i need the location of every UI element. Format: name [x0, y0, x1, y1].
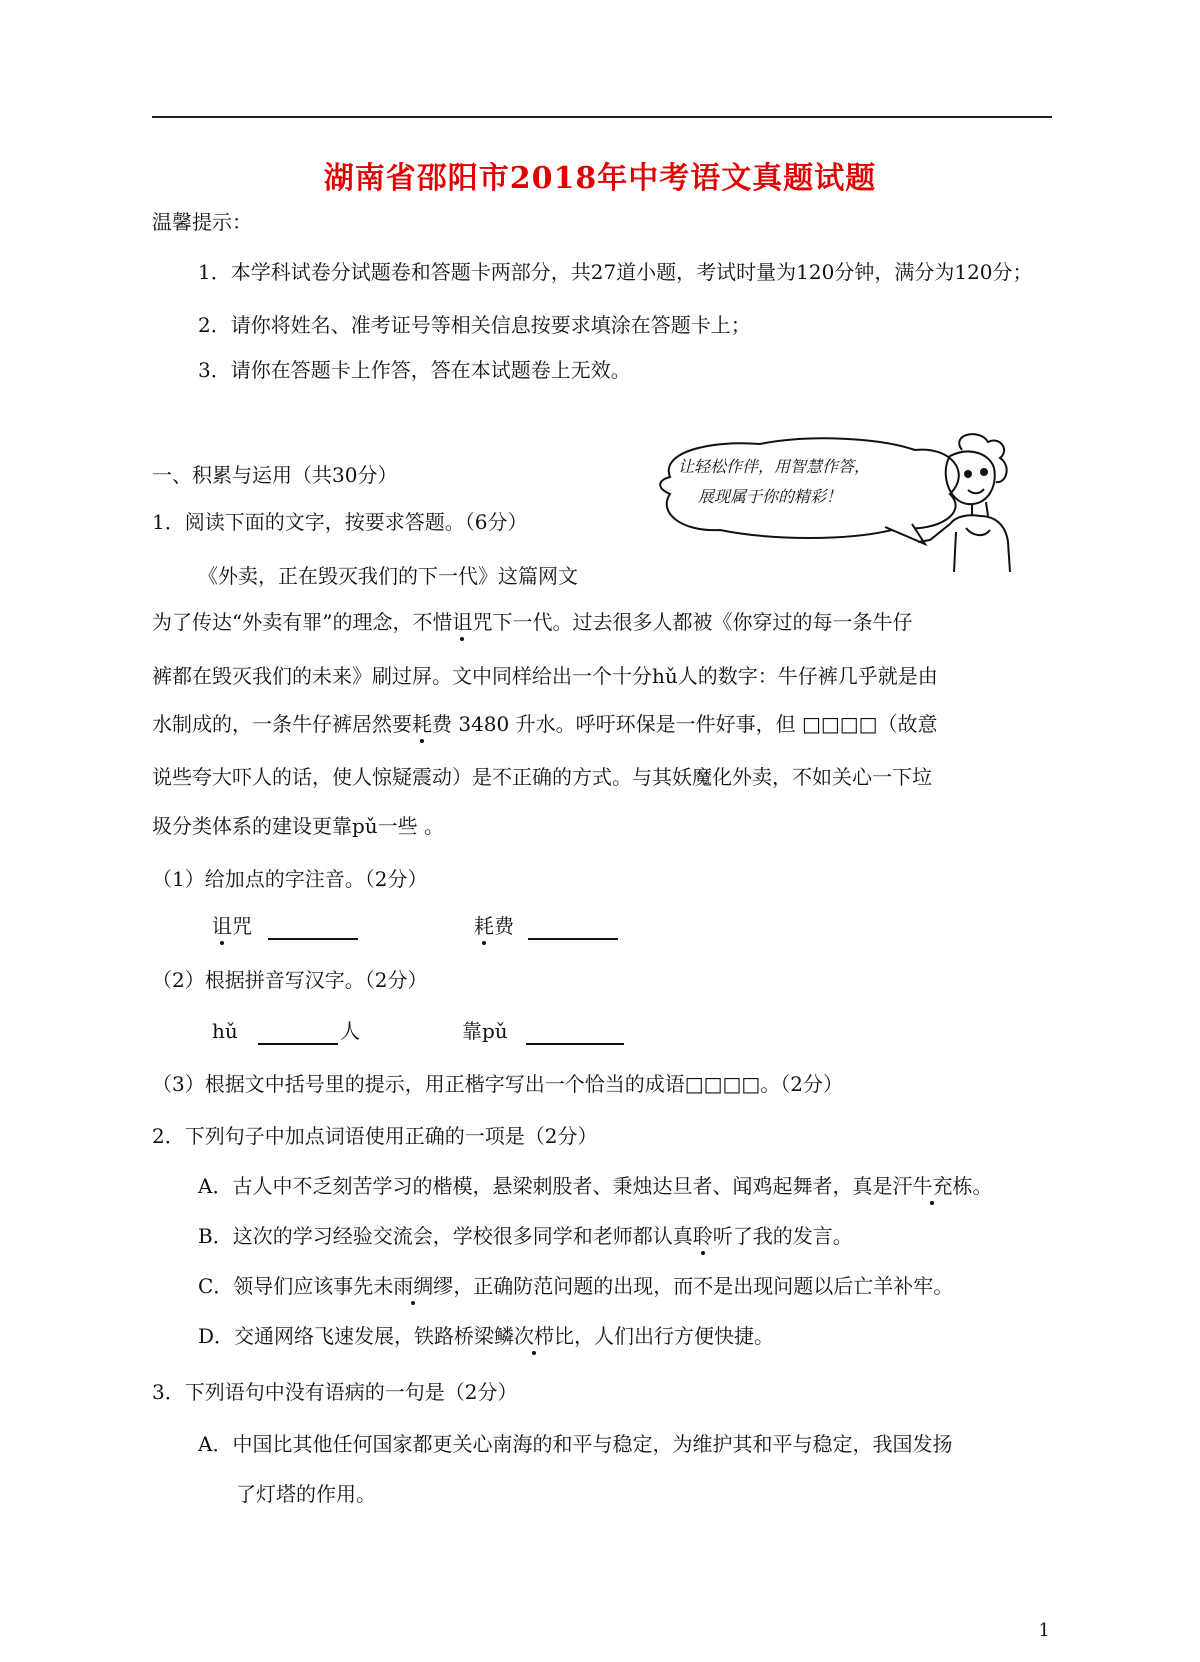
- answer-blank[interactable]: [258, 1021, 338, 1045]
- question-1-stem: 1．阅读下面的文字，按要求答题。（6分）: [152, 510, 528, 534]
- page-title: 湖南省邵阳市2018年中考语文真题试题: [323, 161, 877, 196]
- q2-option-a: A．古人中不乏刻苦学习的楷模，悬梁刺股者、秉烛达旦者、闻鸡起舞者，真是汗牛充栋。: [198, 1174, 993, 1198]
- q3-option-a-line-2: 了灯塔的作用。: [236, 1482, 376, 1506]
- answer-blank[interactable]: [528, 916, 618, 940]
- notice-item-3: 3．请你在答题卡上作答，答在本试题卷上无效。: [198, 358, 631, 382]
- section-1-heading: 一、积累与运用（共30分）: [152, 463, 398, 487]
- passage-line-6: 圾分类体系的建设更靠pǔ一些 。: [152, 814, 445, 838]
- page-number: 1: [1038, 1620, 1050, 1641]
- dotted-phrase: 未雨绸缪: [373, 1274, 454, 1298]
- sub-question-3: （3）根据文中括号里的提示，用正楷字写出一个恰当的成语□□□□。（2分）: [152, 1072, 844, 1096]
- sub-2-word-1-post: 人: [340, 1019, 360, 1043]
- answer-blank[interactable]: [526, 1021, 624, 1045]
- dotted-phrase: 聆: [692, 1224, 713, 1248]
- sub-question-1: （1）给加点的字注音。（2分）: [152, 867, 428, 891]
- bubble-line-1: 让轻松作伴，用智慧作答，: [678, 457, 871, 476]
- sub-2-word-2-pre: 靠pǔ: [462, 1019, 508, 1043]
- sub-1-word-2: 耗费: [474, 914, 514, 938]
- passage-line-2: 为了传达“外卖有罪”的理念，不惜诅咒下一代。过去很多人都被《你穿过的每一条牛仔: [152, 610, 913, 634]
- question-2-stem: 2．下列句子中加点词语使用正确的一项是（2分）: [152, 1124, 598, 1148]
- question-3-stem: 3．下列语句中没有语病的一句是（2分）: [152, 1380, 518, 1404]
- passage-line-3: 裤都在毁灭我们的未来》刷过屏。文中同样给出一个十分hǔ人的数字：牛仔裤几乎就是由: [152, 664, 938, 688]
- passage-line-1: 《外卖，正在毁灭我们的下一代》这篇网文: [198, 564, 578, 588]
- q2-option-c: C．领导们应该事先未雨绸缪，正确防范问题的出现，而不是出现问题以后亡羊补牢。: [198, 1274, 954, 1298]
- passage-line-5: 说些夸大吓人的话，使人惊疑震动）是不正确的方式。与其妖魔化外卖，不如关心一下垃: [152, 765, 932, 789]
- bubble-line-2: 展现属于你的精彩！: [698, 487, 843, 506]
- dotted-phrase: 鳞次栉比: [494, 1324, 575, 1348]
- dotted-char: 诅: [452, 610, 473, 634]
- passage-line-4: 水制成的，一条牛仔裤居然要耗费 3480 升水。呼吁环保是一件好事，但 □□□□（故意: [152, 712, 938, 736]
- notice-item-1: 1．本学科试卷分试题卷和答题卡两部分，共27道小题，考试时量为120分钟，满分为120分；: [198, 260, 1033, 284]
- q3-option-a-line-1: A．中国比其他任何国家都更关心南海的和平与稳定，为维护其和平与稳定，我国发扬: [198, 1432, 953, 1456]
- dotted-phrase: 汗牛充栋: [892, 1174, 973, 1198]
- header-rule: [152, 116, 1052, 118]
- q2-option-b: B．这次的学习经验交流会，学校很多同学和老师都认真聆听了我的发言。: [198, 1224, 853, 1248]
- answer-blank[interactable]: [268, 916, 358, 940]
- sub-question-2: （2）根据拼音写汉字。（2分）: [152, 968, 428, 992]
- notice-heading: 温馨提示：: [152, 210, 252, 234]
- sub-1-word-1: 诅咒: [212, 914, 252, 938]
- sub-2-word-1-pre: hǔ: [212, 1019, 238, 1043]
- dotted-char: 耗: [412, 712, 432, 736]
- cartoon-illustration: [650, 432, 1015, 572]
- notice-item-2: 2．请你将姓名、准考证号等相关信息按要求填涂在答题卡上；: [198, 313, 751, 337]
- q2-option-d: D．交通网络飞速发展，铁路桥梁鳞次栉比，人们出行方便快捷。: [198, 1324, 775, 1348]
